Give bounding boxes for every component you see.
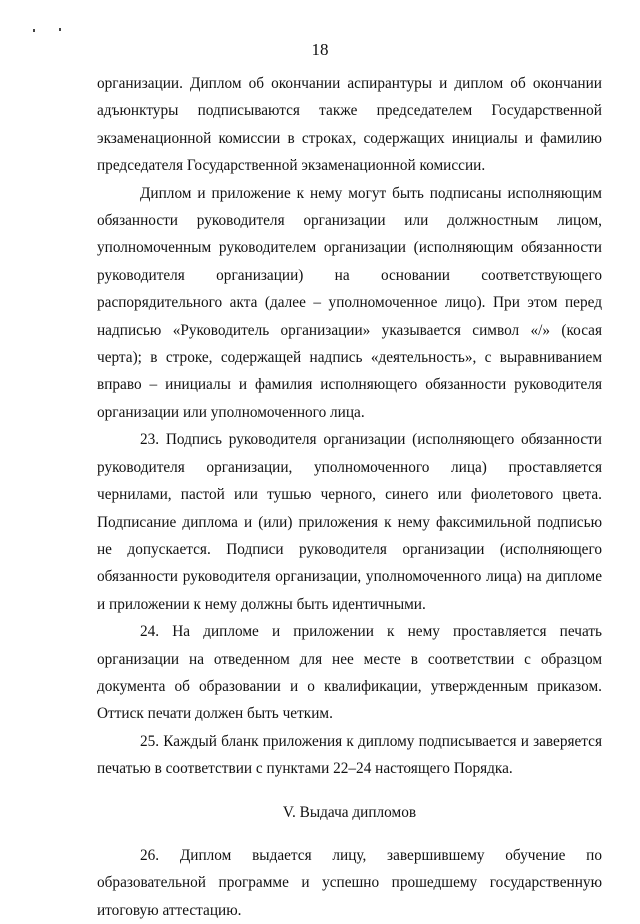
paragraph-23: 23. Подпись руководителя организации (исполняющего обязанности руководителя организации, уполномоченного лица) проставляется чернилами, пастой или тушью черного, синего или фиолетового цвета. Подписание диплома и (или) приложения к нему факсимильной подписью не допускается. Подписи руководителя организации (исполняющего обязанности руководителя организации, уполномоченного лица) на дипломе и приложении к нему должны быть идентичными. bbox=[97, 431, 602, 613]
page-number: 18 bbox=[311, 40, 329, 59]
paragraph-signing-by-acting-head: Диплом и приложение к нему могут быть подписаны исполняющим обязанности руководителя организации или должностным лицом, уполномоченным руководителем организации (исполняющим обязанности руководителя организации) на основании соответствующего распорядительного акта (далее – уполномоченное лицо). При этом перед надписью «Руководитель организации» указывается символ «/» (косая черта); в строке, содержащей надпись «деятельность», с выравниванием вправо – инициалы и фамилия исполняющего обязанности руководителя организации или уполномоченного лица. bbox=[97, 184, 602, 421]
scan-speck bbox=[59, 28, 61, 31]
paragraph-24: 24. На дипломе и приложении к нему проставляется печать организации на отведенном для нее месте в соответствии с образцом документа об образовании и о квалификации, утвержденным приказом. Оттиск печати должен быть четким. bbox=[97, 623, 602, 723]
paragraph-continuation: организации. Диплом об окончании аспирантуры и диплом об окончании адъюнктуры подписываются также председателем Государственной экзаменационной комиссии в строках, содержащих инициалы и фамилию председателя Государственной экзаменационной комиссии. bbox=[97, 75, 602, 175]
paragraph-26: 26. Диплом выдается лицу, завершившему обучение по образовательной программе и успешно прошедшему государственную итоговую аттестацию. bbox=[97, 846, 602, 919]
document-body bbox=[97, 70, 602, 924]
scan-speck bbox=[33, 29, 35, 32]
paragraph-25: 25. Каждый бланк приложения к диплому подписывается и заверяется печатью в соответствии с пунктами 22–24 настоящего Порядка. bbox=[97, 732, 602, 778]
section-heading: V. Выдача дипломов bbox=[282, 803, 417, 821]
